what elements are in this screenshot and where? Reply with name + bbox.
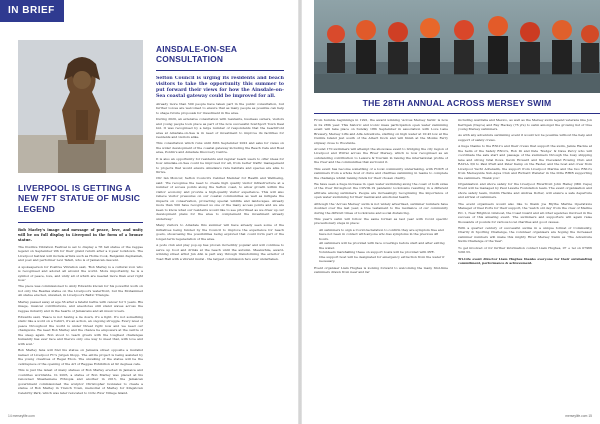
left-page: [0, 0, 298, 424]
mersey-paragraph: This year's swim will follow the same format as last year with Covid specific precautionary steps in place:: [314, 216, 448, 226]
mersey-body-col2: [458, 118, 592, 408]
mersey-paragraph: Event organiser Liam Hughes is looking forward to welcoming the many first-time swimmers drawn from near and far: [314, 265, 448, 275]
mersey-paragraph: This event has become something of a local community undertaking, with FOUR of swimmers from a whole host of clubs and charities swimming in teams to complete the challenge whilst raising funds for their chosen charity.: [314, 166, 448, 180]
mersey-paragraph: Around 170 swimmers will attempt the showcase event to bridging the city region of Liverpool and Wirral across the River Mersey, which is now recognised as an outstanding contribution to Leisure & Tourism in raising the international profile of the river and the communities that surround it.: [314, 146, 448, 165]
liverpool-paragraph: The Positive Vibration Festival is set to display a 7ft tall statue of the reggae legend on September 9th for their grand return after a 2-year lockdown. The Liverpool festival will include artists such as Hollie Cook, Benjamin Zephaniah, and poet and performer Levi Tafari, who is of Jamaican descent.: [18, 244, 143, 263]
list-item: • All swimmers will be provided with face coverings before start and after exiting the water.: [319, 241, 448, 250]
ainsdale-paragraph: Many visitors to Ainsdale this summer will have already seen some of the initiatives being funded by the Council to improve the experience for beach goers, showcasing the possibilities being explored that could form part of the longer-term regeneration of the area.: [156, 223, 284, 241]
footer-left: 14 merseylife.com: [8, 414, 35, 418]
mersey-body-col1: [314, 118, 448, 408]
ainsdale-paragraph: It is also an opportunity for residents and regular beach users to offer ideas for how Ainsdale-on-Sea could be improved for all, from better traffic management to projects that would ensure Ainsdale's rare habitats and species are able to thrive.: [156, 156, 284, 175]
ainsdale-paragraph: Already more than 500 people have taken part in the public consultation, but further voices are welcomed to ensure that as many people as possible can help to shape future proposals for investment in the area.: [156, 101, 284, 115]
mersey-paragraph: We have seen a huge increase in open water swimming along the coast of both sides of the river throughout the COVID-19 pandemic lockdowns resulting in a different attitude among swimmers. People are increasingly recognising the importance of open water swimming for their mental and emotional health.: [314, 181, 448, 200]
mersey-paragraph: A huge thanks to the RNLI's and their crews that support the swim, Jamie Hackie at the helm of the Safety RNLI's, Rob Di and Pete 'Nudge' & Dave Percy who will coordinate the safe start and passage of the swimmers through the busy shipping lane and strong tidal flows. Kevin Howard and the Cleveland Rowing Club and RAYLA 3/0 to Paul Pratt and Peter Kemp on the Faster, and the boat and crew from Liverpool Yacht Adrenalin, the support from Liverpool Marina and the two RNLI's from Merseyside Sub-Aqua Club and Richard Webster in the little RHIB supporting the swimmers. Thank you!: [458, 144, 592, 180]
liverpool-paragraph: Marley passed away at age 36 after a fateful battle with cancer for 5 years. His image, musical contributions, and anecdotes still stand waves across the reggae industry and in the hearts of Jamaicans and all music lovers.: [18, 299, 143, 313]
ainsdale-rule: [156, 70, 284, 71]
mersey-paragraph: Although the 'Across Mersey' swim is not widely advertised, swimmer numbers have doubled over the last year, a true testament to the resilience of our community during the difficult times of lockdowns and social distancing.: [314, 201, 448, 215]
liverpool-rule: [18, 222, 143, 223]
mersey-rule: [314, 113, 600, 114]
ainsdale-intro: Sefton Council is urging its residents and beach visitors to take the opportunity this summer to put forward their views for how the Ainsdale-on-Sea coastal gateway could be improved for all.: [156, 76, 284, 99]
list-item: • Volunteers marshalling these on support boats will be provided with PPE.: [319, 250, 448, 255]
liverpool-paragraph: Bob Marley fans will find his statue on Jamaica street opposite a muralist named of Liverpool FC's Jurgen Klopp. The entire project is being assisted by the young creatives of Regal Ebon. The unveiling of the statue will be the centrepiece of the opening of the Art of Reggae Exhibition at 92 degrees cafe.: [18, 348, 143, 366]
liverpool-paragraph: Edwards said, 'Peace is not having a lie down, it's a fight. It's not something static like a word on a T-shirt, it's an action, an ongoing struggle. Every level of peace throughout the world is under threat right now and we need our champions. We need Bob Marley and the chance he empowers at the centre of the sleep again. Bob stood to teach givers with the toughest challenges humanity has ever face and there's only one way to meet that, with love and with soul.': [18, 314, 143, 346]
liverpool-intro: Bob Marley's image and message of peace, love, and unity will be on full display in Liverpool in the form of a bronze statue.: [18, 228, 143, 242]
liverpool-paragraph: The piece was commissioned to Andy Edwards known for his powerful work on not only the Beatles statue on the Liverpool's waterfront, but the Mohammed Ali statue erected, unveiled, in Liverpool's Baltic Triangle.: [18, 284, 143, 298]
mersey-swimmers-photo: [314, 0, 600, 93]
ainsdale-body: [156, 76, 284, 408]
list-item: • All swimmers to sign a Covid declaration to confirm they are symptom free and have not been in contact with anyone who has symptoms in the previous 48 hours.: [319, 228, 448, 242]
liverpool-paragraph: This is just the latest of many statues of Bob Marley erected in Jamaica and countries worldwide. In 2005, a statue of Bob Marley was placed at his renowned Shashemene Ethiopia and another in 2015, the Jamaican government commissioned the sculptor Christopher Gonzalez to create a statue of Bob Marley in Trench Town, memorial of Marley for Kingstown Celebrity Park, which was later relocated to Ocho Rios' Village Island.: [18, 368, 143, 395]
bob-marley-statue-photo: [18, 40, 143, 173]
liverpool-body: [18, 228, 143, 408]
liverpool-headline: LIVERPOOL IS GETTING A NEW 7FT STATUE OF MUSIC LEGEND: [18, 183, 141, 214]
ainsdale-paragraph: Cllr Ian Moncur, Sefton Council's Cabinet Member for Health and Wellbeing, said: 'We recognise the need to create high quality visitor infrastructure at a number of access points along the Sefton coast, to allow growth within the visitor economy and provide a high-quality visitor experience. This will also relieve visitor pressures on our coastal communities as well as mitigate the impacts on conservation, protecting special wildlife and landscapes. Already more than 500 have recognised us one of the many access points and we are keen to know what our residents would like to see prioritised as we draw up our development plans for the area to complement the investment already underway.': [156, 176, 284, 221]
ainsdale-headline: AINSDALE-ON-SEA CONSULTATION: [156, 44, 237, 65]
covid-precautions-list: [314, 228, 448, 264]
mersey-paragraph: As with any adventure swimming event it would not be possible without the help and support of safety crews.: [458, 133, 592, 142]
right-page: [302, 0, 600, 424]
mersey-closing: Tri-Life event director Liam Hughes thanks everyone for their outstanding commitment, performance & achievement.: [458, 256, 592, 266]
list-item: • One support boat will be designated for emergency extraction from the water if necessary.: [319, 255, 448, 264]
mersey-paragraph: From humble beginnings in 1991, the award winning 'Across Mersey Swim' is now in its 28th year. This historic and iconic mass participation open water swimming event will take place on Sunday 18th September in association with Love Lane Brewery, Mersey Lifts and Alfa Adventure, starting on high water at 10:45 low at the Cunlife Island just south of the Albert Dock and will finish at the Monks Ferry slipway close to Woodside.: [314, 118, 448, 145]
ainsdale-paragraph: During 2020, an extensive consultation with residents, business owners, visitors and young people took place as part of the now successful Southport Town Deal bid. It was recognised by a large number of respondents that the beachfront area at Ainsdale-on-Sea is in need of investment to improve its facilities for residents and visitors alike.: [156, 117, 284, 140]
mersey-paragraph: To get involved or for further information contact Liam Hughes, 07 + tel on 07966 529133.: [458, 245, 592, 255]
footer-right: merseylife.com 15: [565, 414, 592, 418]
in-brief-banner: IN BRIEF: [0, 0, 64, 22]
liverpool-paragraph: A spokesperson for Positive Vibration said, 'Bob Marley is a cultural icon who is recognised and adored all around the world. More importantly, he is a symbol of peace, love, and unity all of which are needed more than ever right now.': [18, 264, 143, 283]
ainsdale-paragraph: This consultation which runs until 30th September 2022 and asks for views on the wider development of the coastal gateway including the Beach Cafe and Boat area, Pontin's and Ainsdale Discovery Centre.: [156, 141, 284, 155]
mersey-headline: THE 28TH ANNUAL ACROSS MERSEY SWIM: [362, 98, 552, 108]
ainsdale-paragraph: A pods club and play pop-up has proven incredibly popular and will continue to serve up food and drinks at the beach until the autumn. Meanwhile, award-winning street artist Jun Ahn is part way through transforming the exterior of Toad Hall with a vibrant mural - the largest commission he's ever undertaken.: [156, 243, 284, 261]
mersey-paragraph: With a quarter century of successful swims in a unique format of Community, Charity & Sporting Challenge, the volunteer organisers are hoping the increased swimmer numbers will make this mighty River Mersey Swim as 'The Adventure Swim Challenge of the Year'.: [458, 225, 592, 244]
mersey-paragraph: including Australia and Mexico, as well as the Mersey swim legend veterans like Jon Kerrigan (Nayce) and Ray Hackey (76 yrs) to swim amongst the growing list of true young Mersey swimmers.: [458, 118, 592, 131]
mersey-paragraph: The event organisers would also like to thank Joe Blythe Marine Operations Manager of Peel Ports for their support, the 'watch old dey' from the crew of Marine Pro 1, New Brighton Lifeboat, the Coast Guard and all other agencies involved in the success of this amazing event. The swimmers and supporters will again raise thousands of pounds for various local charities and good causes.: [458, 201, 592, 224]
mersey-paragraph: Organisation and shore safety for the Liverpool Riverfront John Hailey (Mill Cape) Event will be managed by Paul Lavelle Foundation team. The event organisation and shore safety team, Dublin Hackie and Andrea Dotter, will ensure a safe departure and arrival of swimmers.: [458, 181, 592, 200]
